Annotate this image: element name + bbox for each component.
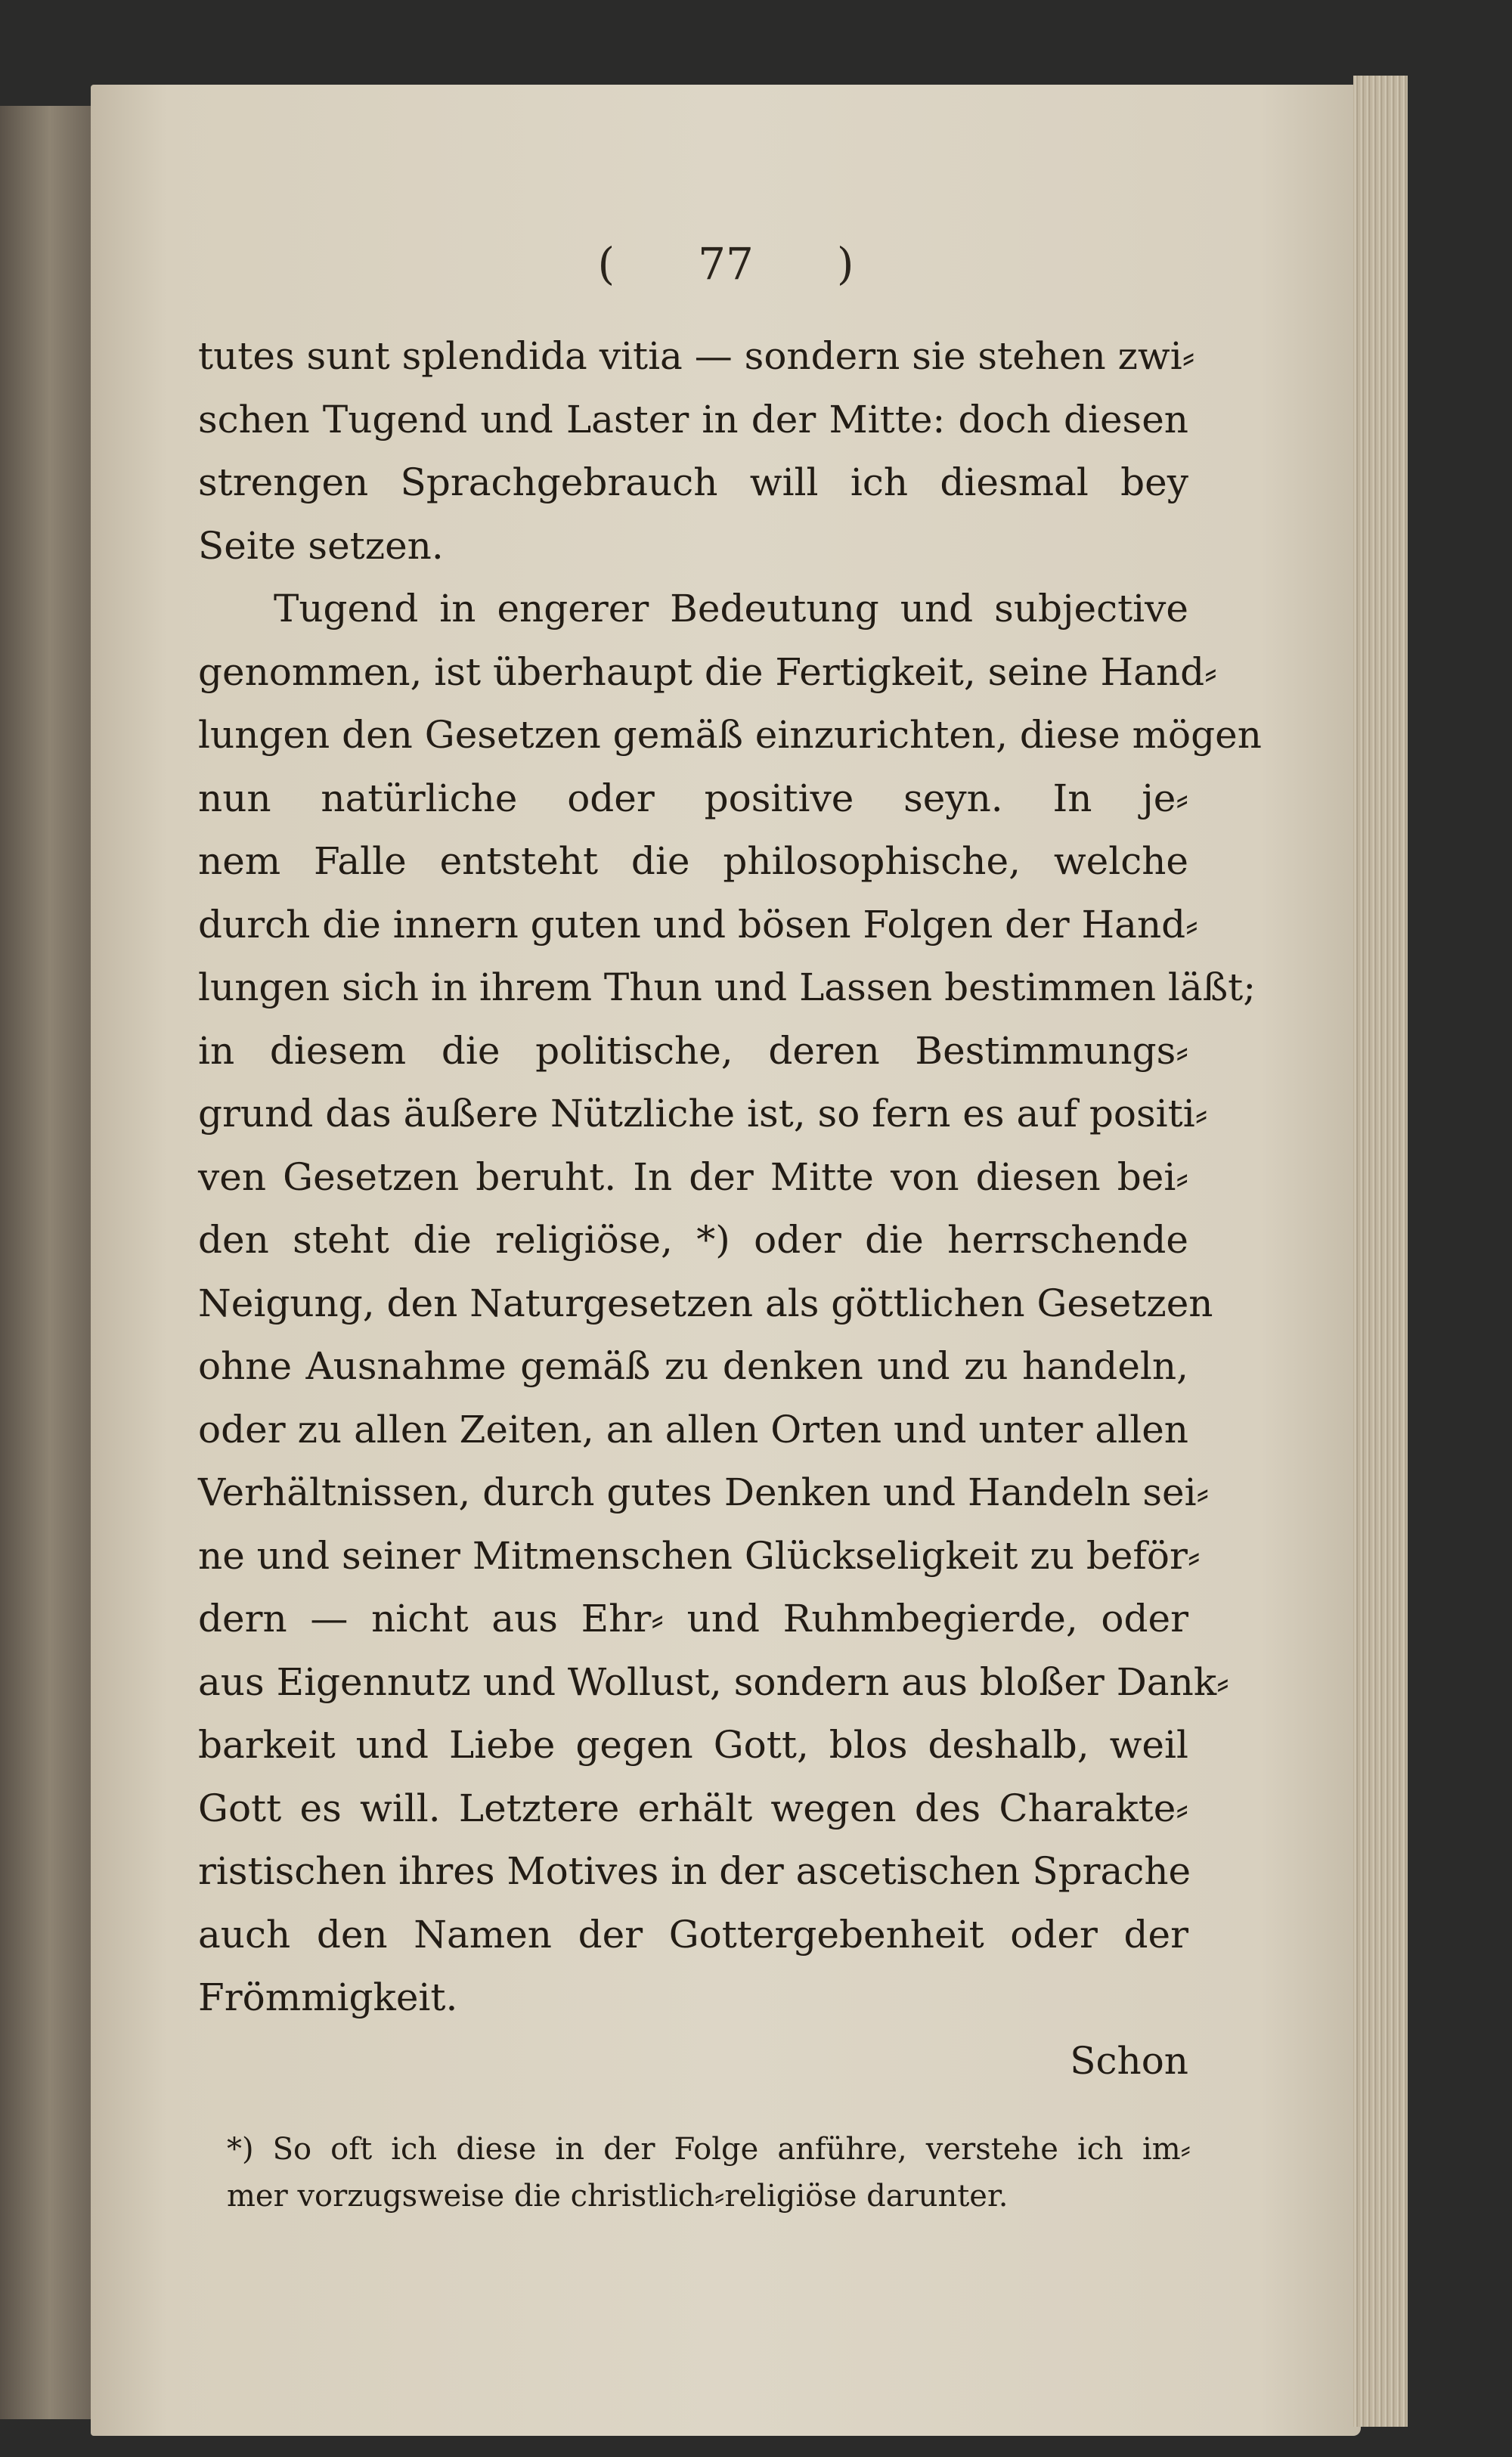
text-line: aus Eigennutz und Wollust, sondern aus bloßer Dank⸗ — [198, 1659, 1229, 1704]
page-number-close: ) — [836, 238, 854, 290]
page-stack-edge — [1353, 76, 1408, 2427]
catchword: Schon — [1070, 2038, 1188, 2083]
text-line: den steht die religiöse, *) oder die herrschende — [198, 1218, 1188, 1262]
text-line: grund das äußere Nützliche ist, so fern es auf positi⸗ — [198, 1092, 1208, 1136]
text-line: in diesem die politische, deren Bestimmungs⸗ — [198, 1028, 1188, 1073]
text-line: lungen den Gesetzen gemäß einzurichten, diese mögen — [198, 713, 1262, 757]
text-line: Verhältnissen, durch gutes Denken und Handeln sei⸗ — [198, 1470, 1210, 1514]
text-line: oder zu allen Zeiten, an allen Orten und unter allen — [198, 1407, 1188, 1452]
text-line: tutes sunt splendida vitia — sondern sie stehen zwi⸗ — [198, 334, 1195, 378]
text-line: ristischen ihres Motives in der ascetischen Sprache — [198, 1849, 1191, 1893]
footnote — [227, 2126, 1191, 2220]
text-line: ohne Ausnahme gemäß zu denken und zu handeln, — [198, 1344, 1188, 1388]
footnote-line: mer vorzugsweise die christlich⸗religiöse darunter. — [227, 2179, 1009, 2214]
page-number-open: ( — [597, 238, 615, 290]
text-line: durch die innern guten und bösen Folgen der Hand⸗ — [198, 902, 1198, 947]
text-line: schen Tugend und Laster in der Mitte: doch diesen — [198, 397, 1188, 442]
text-line: ven Gesetzen beruht. In der Mitte von diesen bei⸗ — [198, 1154, 1188, 1199]
text-line: Frömmigkeit. — [198, 1975, 458, 2019]
text-line: ne und seiner Mitmenschen Glückseligkeit zu beför⸗ — [198, 1533, 1201, 1578]
text-line: nun natürliche oder positive seyn. In je⸗ — [198, 776, 1188, 820]
text-line: Neigung, den Naturgesetzen als göttlichen Gesetzen — [198, 1281, 1213, 1325]
page-number: 77 — [698, 238, 754, 290]
facing-page-edge — [0, 106, 91, 2419]
page-header — [91, 238, 1361, 290]
text-line: strengen Sprachgebrauch will ich diesmal bey — [198, 460, 1188, 504]
text-line: dern — nicht aus Ehr⸗ und Ruhmbegierde, oder — [198, 1597, 1188, 1641]
text-line: Tugend in engerer Bedeutung und subjective — [274, 587, 1188, 631]
text-line: nem Falle entsteht die philosophische, welche — [198, 839, 1188, 883]
text-line: auch den Namen der Gottergebenheit oder der — [198, 1912, 1188, 1957]
body-text — [198, 325, 1262, 2093]
text-line: barkeit und Liebe gegen Gott, blos deshalb, weil — [198, 1723, 1188, 1767]
text-line: Gott es will. Letztere erhält wegen des Charakte⸗ — [198, 1786, 1188, 1830]
text-line: lungen sich in ihrem Thun und Lassen bestimmen läßt; — [198, 965, 1256, 1009]
text-line: genommen, ist überhaupt die Fertigkeit, seine Hand⸗ — [198, 649, 1217, 694]
footnote-line: *) So oft ich diese in der Folge anführe, verstehe ich im⸗ — [227, 2132, 1191, 2167]
text-line: Seite setzen. — [198, 523, 444, 568]
